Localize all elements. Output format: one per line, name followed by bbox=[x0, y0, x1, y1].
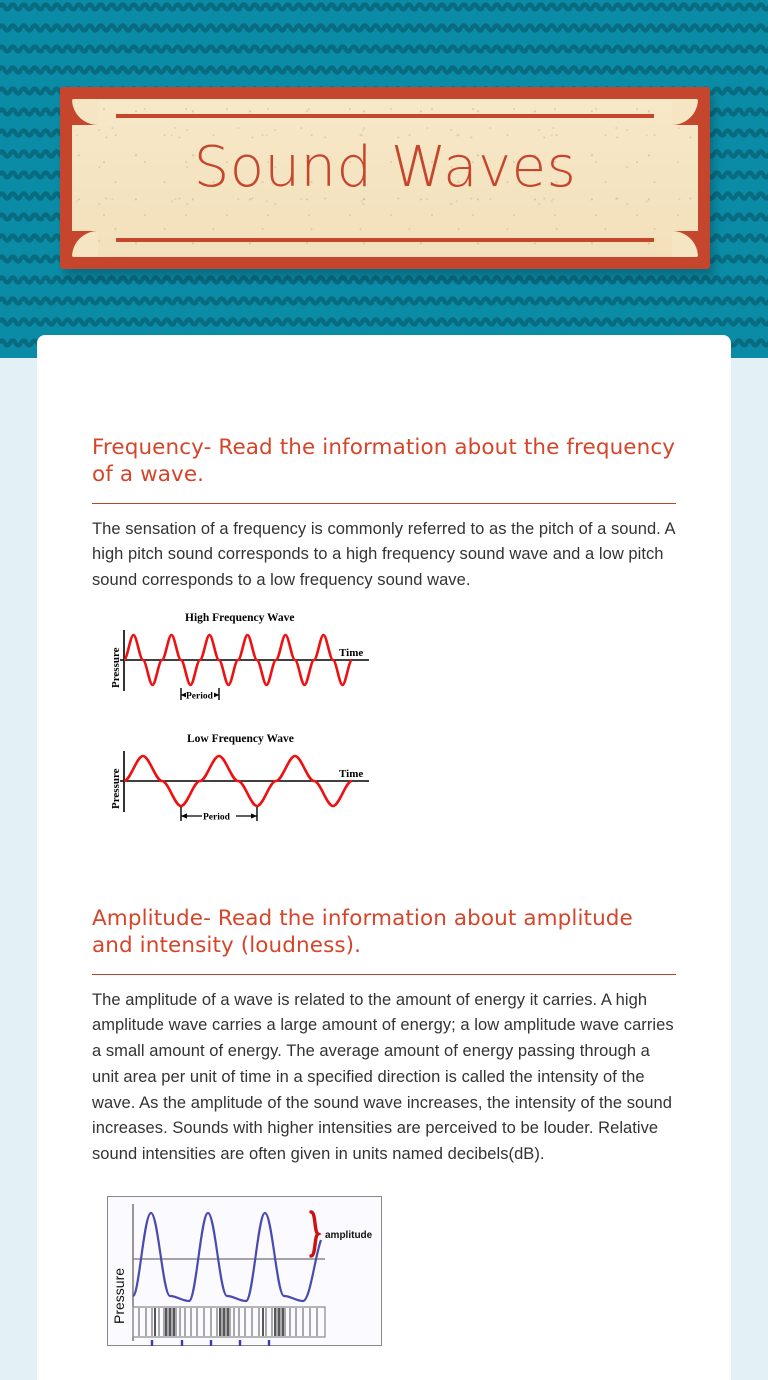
section-amplitude-heading: Amplitude- Read the information about amplitude and intensity (loudness). bbox=[92, 905, 633, 958]
high-frequency-wave-chart bbox=[107, 608, 382, 703]
amplitude-annotation-label: amplitude bbox=[325, 1229, 373, 1241]
low-frequency-wave-chart bbox=[107, 729, 382, 824]
figure-amplitude-wave bbox=[107, 1196, 676, 1346]
low-freq-x-axis-label: Time bbox=[339, 767, 364, 780]
banner-rule-bottom bbox=[116, 238, 654, 242]
low-freq-period-arrow-right bbox=[251, 813, 257, 818]
banner-paper bbox=[72, 99, 698, 257]
low-freq-y-axis-label: Pressure bbox=[110, 768, 122, 809]
page-title: Sound Waves bbox=[193, 135, 577, 200]
title-banner bbox=[60, 87, 710, 269]
banner-corner-notch-top-right bbox=[672, 99, 698, 125]
section-frequency-heading: Frequency- Read the information about the frequency of a wave. bbox=[92, 435, 676, 487]
section-amplitude-divider bbox=[92, 974, 676, 975]
section-amplitude-body: The amplitude of a wave is related to the amount of energy it carries. A high amplitude wave carries a large amount of energy; a low amplitude wave carries a small amount of energy. The average amount of energy passing through a unit area per unit of time in a specified direction is called the intensity of the wave. As the amplitude of the sound wave increases, the intensity of the sound increases. Sounds with higher intensities are perceived to be louder. Relative sound intensities are often given in units named decibels(dB). bbox=[92, 990, 674, 1164]
section-frequency-body: The sensation of a frequency is commonly referred to as the pitch of a sound. A high pitch sound corresponds to a high frequency sound wave and a low pitch sound corresponds to a low frequency sound wave. bbox=[92, 519, 675, 590]
section-frequency bbox=[92, 435, 676, 824]
high-freq-period-arrow-right bbox=[214, 693, 219, 698]
high-freq-period-label: Period bbox=[186, 691, 213, 702]
banner-rule-top bbox=[116, 114, 654, 118]
section-amplitude bbox=[92, 906, 676, 1346]
low-freq-period-label: Period bbox=[203, 812, 230, 823]
low-frequency-title: Low Frequency Wave bbox=[187, 732, 294, 745]
amplitude-wave-chart bbox=[107, 1196, 382, 1346]
section-frequency-divider bbox=[92, 503, 676, 504]
figure-low-frequency-wave bbox=[107, 729, 676, 824]
high-freq-x-axis-label: Time bbox=[339, 646, 364, 659]
low-freq-period-arrow-left bbox=[181, 813, 187, 818]
figure-high-frequency-wave bbox=[107, 608, 676, 703]
banner-corner-notch-bottom-left bbox=[72, 231, 98, 257]
high-frequency-title: High Frequency Wave bbox=[185, 611, 295, 624]
section-spacer bbox=[92, 830, 676, 906]
banner-corner-notch-top-left bbox=[72, 99, 98, 125]
high-freq-y-axis-label: Pressure bbox=[110, 647, 122, 688]
banner-corner-notch-bottom-right bbox=[672, 231, 698, 257]
worksheet-content-card bbox=[37, 335, 731, 1380]
amplitude-y-axis-label: Pressure bbox=[111, 1267, 127, 1324]
